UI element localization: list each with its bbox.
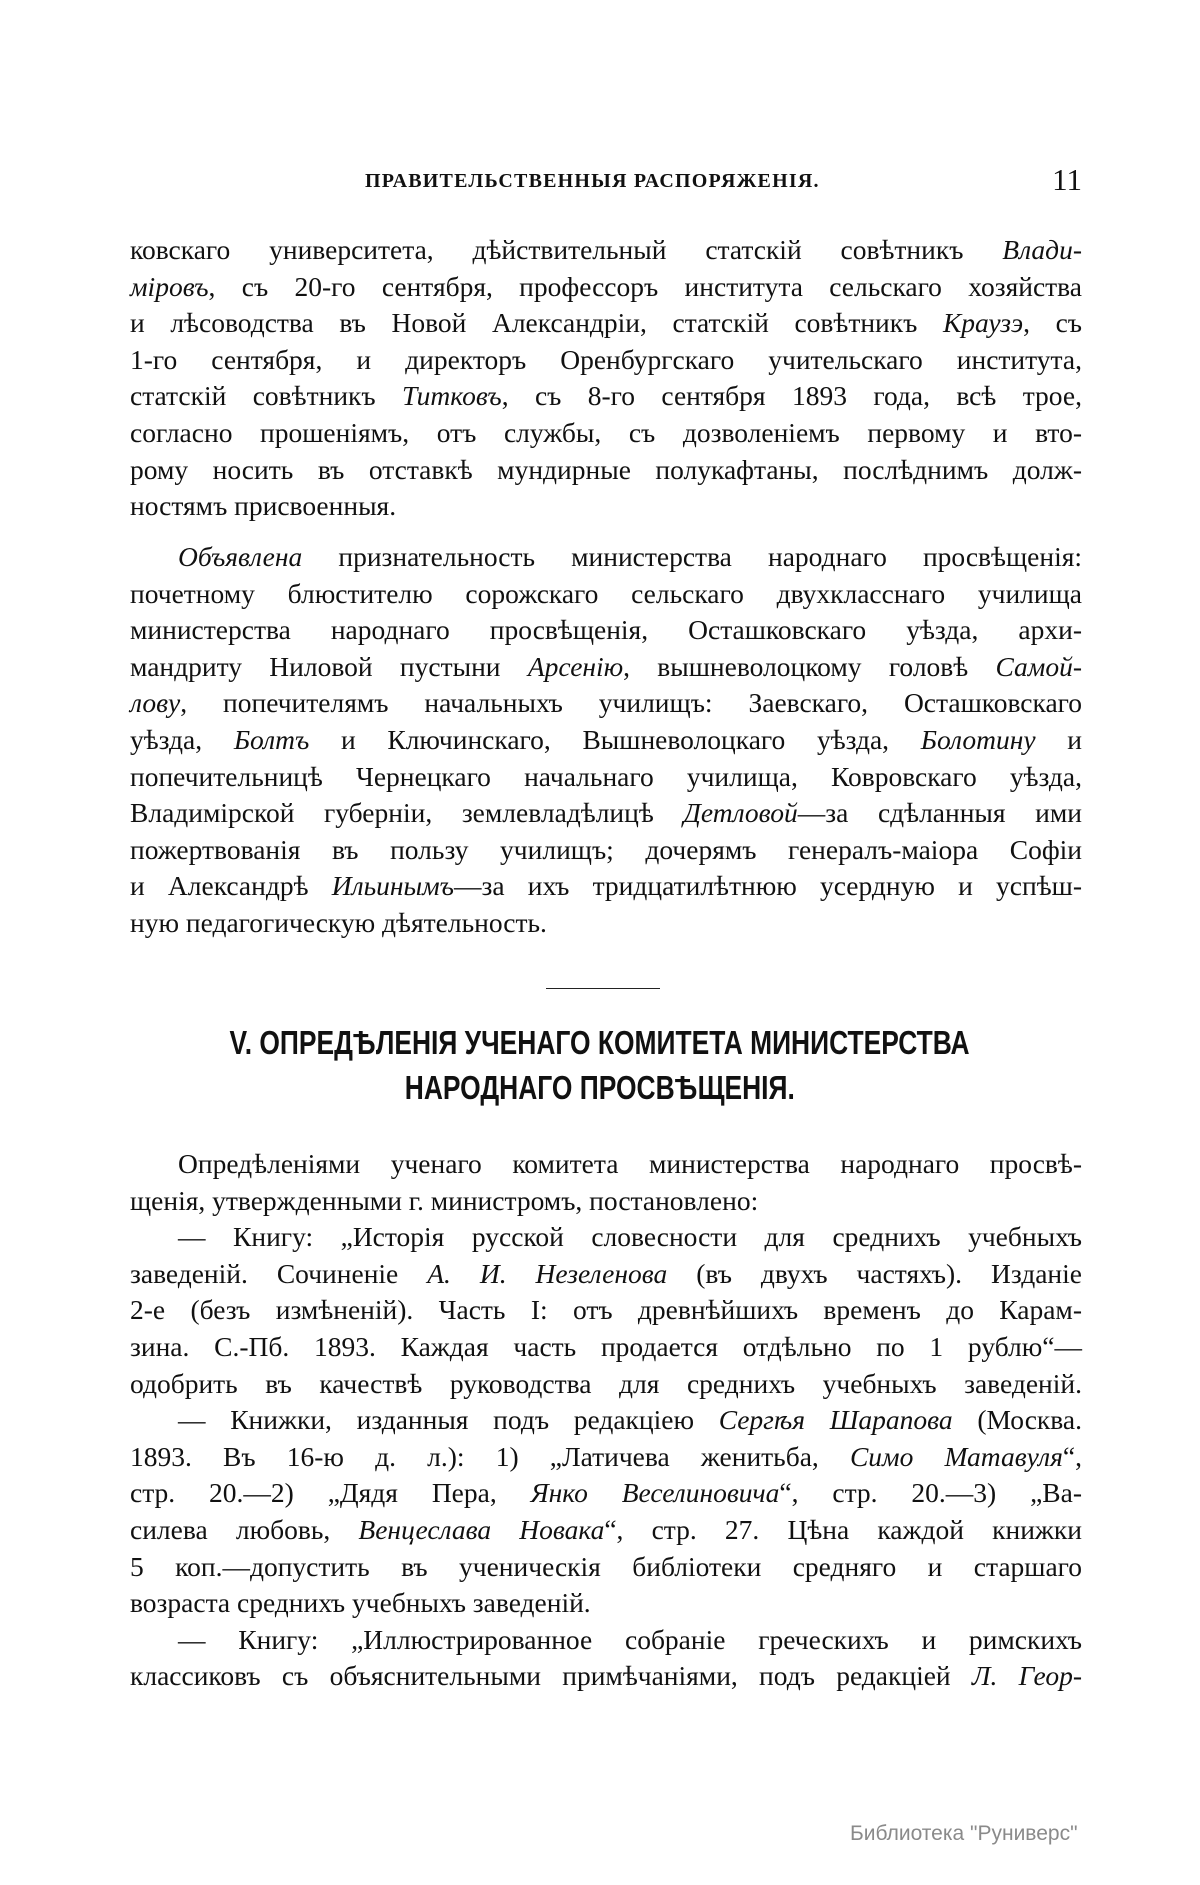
italic-name: Ильинымъ (331, 870, 454, 902)
text-line (130, 452, 1082, 489)
text-segment: попечительницѣ Чернецкаго начальнаго училища, Ковровскаго уѣзда, (130, 760, 1082, 792)
text-line (130, 1366, 1082, 1403)
text-segment: и лѣсоводства въ Новой Александріи, статскій совѣтникъ (130, 307, 943, 339)
text-segment: и Ключинскаго, Вышневолоцкаго уѣзда, (309, 723, 921, 755)
text-segment: стр. 20.—2) „Дядя Пера, (130, 1477, 531, 1509)
text-line (130, 576, 1082, 613)
text-segment: — Книгу: „Исторія русской словесности для среднихъ учебныхъ (178, 1221, 1082, 1253)
text-segment: , съ 8-го сентября 1893 года, всѣ трое, (501, 380, 1082, 412)
text-segment: пожертвованія въ пользу училищъ; дочерямъ генералъ-маіора Софіи (130, 833, 1082, 865)
text-segment: — Книжки, изданныя подъ редакціею (178, 1404, 719, 1436)
section-heading-line1 (0, 1024, 1200, 1062)
italic-name: Сергѣя Шарапова (718, 1404, 953, 1436)
text-line (130, 1658, 1082, 1695)
italic-name: лову (130, 687, 181, 719)
italic-name: А. И. Незеленова (427, 1257, 668, 1289)
text-segment: рому носить въ отставкѣ мундирные полукафтаны, послѣднимъ долж- (130, 453, 1082, 485)
text-line (130, 1256, 1082, 1293)
italic-name: Арсенію (527, 650, 624, 682)
text-segment: 5 коп.—допустить въ ученическія библіотеки средняго и старшаго (130, 1550, 1082, 1582)
text-segment: , съ (1023, 307, 1082, 339)
text-segment: статскій совѣтникъ (130, 380, 403, 412)
text-segment: ную педагогическую дѣятельность. (130, 906, 547, 938)
text-line (130, 722, 1082, 759)
text-line (130, 1146, 1082, 1183)
text-segment: силева любовь, (130, 1513, 359, 1545)
text-line (130, 232, 1082, 269)
section-heading-text2: НАРОДНАГО ПРОСВѢЩЕНІЯ. (404, 1069, 796, 1106)
text-segment: и (1035, 723, 1083, 755)
italic-name: Л. Геор- (971, 1660, 1082, 1692)
text-segment: министерства народнаго просвѣщенія, Осташковскаго уѣзда, архи- (130, 614, 1082, 646)
text-segment: согласно прошеніямъ, отъ службы, съ дозволеніемъ первому и вто- (130, 416, 1082, 448)
text-line (130, 1329, 1082, 1366)
text-line (130, 1402, 1082, 1439)
library-watermark: Библиотека "Руниверс" (850, 1822, 1078, 1845)
text-segment: (Москва. (952, 1404, 1082, 1436)
section-divider (546, 988, 660, 989)
italic-name: Краузэ (942, 307, 1024, 339)
italic-name: Объявлена (178, 541, 303, 572)
italic-name: Влади- (1002, 234, 1082, 265)
text-line (130, 488, 1082, 525)
text-segment: возраста среднихъ учебныхъ заведеній. (130, 1587, 591, 1619)
text-segment: 2-е (безъ измѣненій). Часть I: отъ древнѣйшихъ временъ до Карам- (130, 1294, 1082, 1326)
text-segment: и Александрѣ (130, 870, 332, 902)
text-segment: , вышневолоцкому головѣ (623, 650, 996, 682)
text-segment: ностямъ присвоенныя. (130, 490, 397, 522)
text-segment: Владимірской губерніи, землевладѣлицѣ (130, 797, 684, 829)
text-segment: “, стр. 20.—3) „Ва- (779, 1477, 1082, 1509)
italic-name: Самой- (995, 650, 1082, 682)
italic-name: Венцеслава Новака (358, 1513, 605, 1545)
text-line (130, 868, 1082, 905)
italic-name: Титковъ (402, 380, 502, 412)
text-segment: ковскаго университета, дѣйствительный статскій совѣтникъ (130, 234, 1003, 265)
text-line (130, 539, 1082, 576)
text-line (130, 305, 1082, 342)
text-segment: классиковъ съ объяснительными примѣчаніями, подъ редакціей (130, 1660, 972, 1692)
text-segment: одобрить въ качествѣ руководства для среднихъ учебныхъ заведеній. (130, 1367, 1082, 1399)
text-segment: 1-го сентября, и директоръ Оренбургскаго учительскаго института, (130, 343, 1082, 375)
text-segment: заведеній. Сочиненіе (130, 1257, 428, 1289)
text-segment: (въ двухъ частяхъ). Изданіе (667, 1257, 1082, 1289)
text-segment: , съ 20-го сентября, профессоръ института сельскаго хозяйства (208, 270, 1082, 302)
italic-name: Болотину (920, 723, 1036, 755)
text-segment: , попечителямъ начальныхъ училищъ: Заевскаго, Осташковскаго (180, 687, 1082, 719)
text-segment: щенія, утвержденными г. министромъ, постановлено: (130, 1184, 759, 1216)
text-segment: зина. С.-Пб. 1893. Каждая часть продается отдѣльно по 1 рублю“— (130, 1330, 1082, 1362)
text-line (130, 378, 1082, 415)
text-line (130, 1439, 1082, 1476)
text-line (130, 1292, 1082, 1329)
paragraph-gratitude (130, 539, 1082, 942)
text-segment: уѣзда, (130, 723, 234, 755)
text-line (130, 415, 1082, 452)
paragraph-dismissals (130, 232, 1082, 525)
section-heading-line2 (0, 1069, 1200, 1107)
page-number: 11 (1052, 162, 1082, 197)
text-line (130, 1183, 1082, 1220)
text-line (130, 1585, 1082, 1622)
text-segment: “, стр. 27. Цѣна каждой книжки (604, 1513, 1082, 1545)
text-segment: почетному блюстителю сорожскаго сельскаго двухкласснаго училища (130, 577, 1082, 609)
text-line (130, 1549, 1082, 1586)
italic-name: Детловой (683, 797, 798, 829)
italic-name: міровъ (130, 270, 209, 302)
text-segment: “, (1062, 1440, 1082, 1472)
section-heading-text1: V. ОПРЕДѢЛЕНІЯ УЧЕНАГО КОМИТЕТА МИНИСТЕРСТВА (229, 1024, 971, 1061)
text-line (130, 649, 1082, 686)
text-segment: признательность министерства народнаго просвѣщенія: (302, 541, 1082, 572)
text-line (130, 759, 1082, 796)
text-segment: — Книгу: „Иллюстрированное собраніе греческихъ и римскихъ (178, 1623, 1082, 1655)
italic-name: Болтъ (233, 723, 310, 755)
running-head-title: ПРАВИТЕЛЬСТВЕННЫЯ РАСПОРЯЖЕНІЯ. (365, 170, 820, 192)
text-line (130, 685, 1082, 722)
text-line (130, 1622, 1082, 1659)
text-line (130, 795, 1082, 832)
paragraph-committee-decisions (130, 1146, 1082, 1695)
text-segment: мандриту Ниловой пустыни (130, 650, 528, 682)
text-line (130, 1219, 1082, 1256)
text-line (130, 832, 1082, 869)
text-line (130, 1475, 1082, 1512)
text-line (130, 905, 1082, 942)
running-head (130, 164, 1082, 200)
text-segment: 1893. Въ 16-ю д. л.): 1) „Латичева женитьба, (130, 1440, 850, 1472)
text-line (130, 1512, 1082, 1549)
text-line (130, 612, 1082, 649)
text-line (130, 342, 1082, 379)
text-segment: Опредѣленіями ученаго комитета министерства народнаго просвѣ- (178, 1148, 1082, 1179)
italic-name: Симо Матавуля (849, 1440, 1063, 1472)
text-line (130, 269, 1082, 306)
text-segment: —за ихъ тридцатилѣтнюю усердную и успѣш- (453, 870, 1082, 902)
text-segment: —за сдѣланныя ими (797, 797, 1083, 829)
italic-name: Янко Веселиновича (530, 1477, 780, 1509)
